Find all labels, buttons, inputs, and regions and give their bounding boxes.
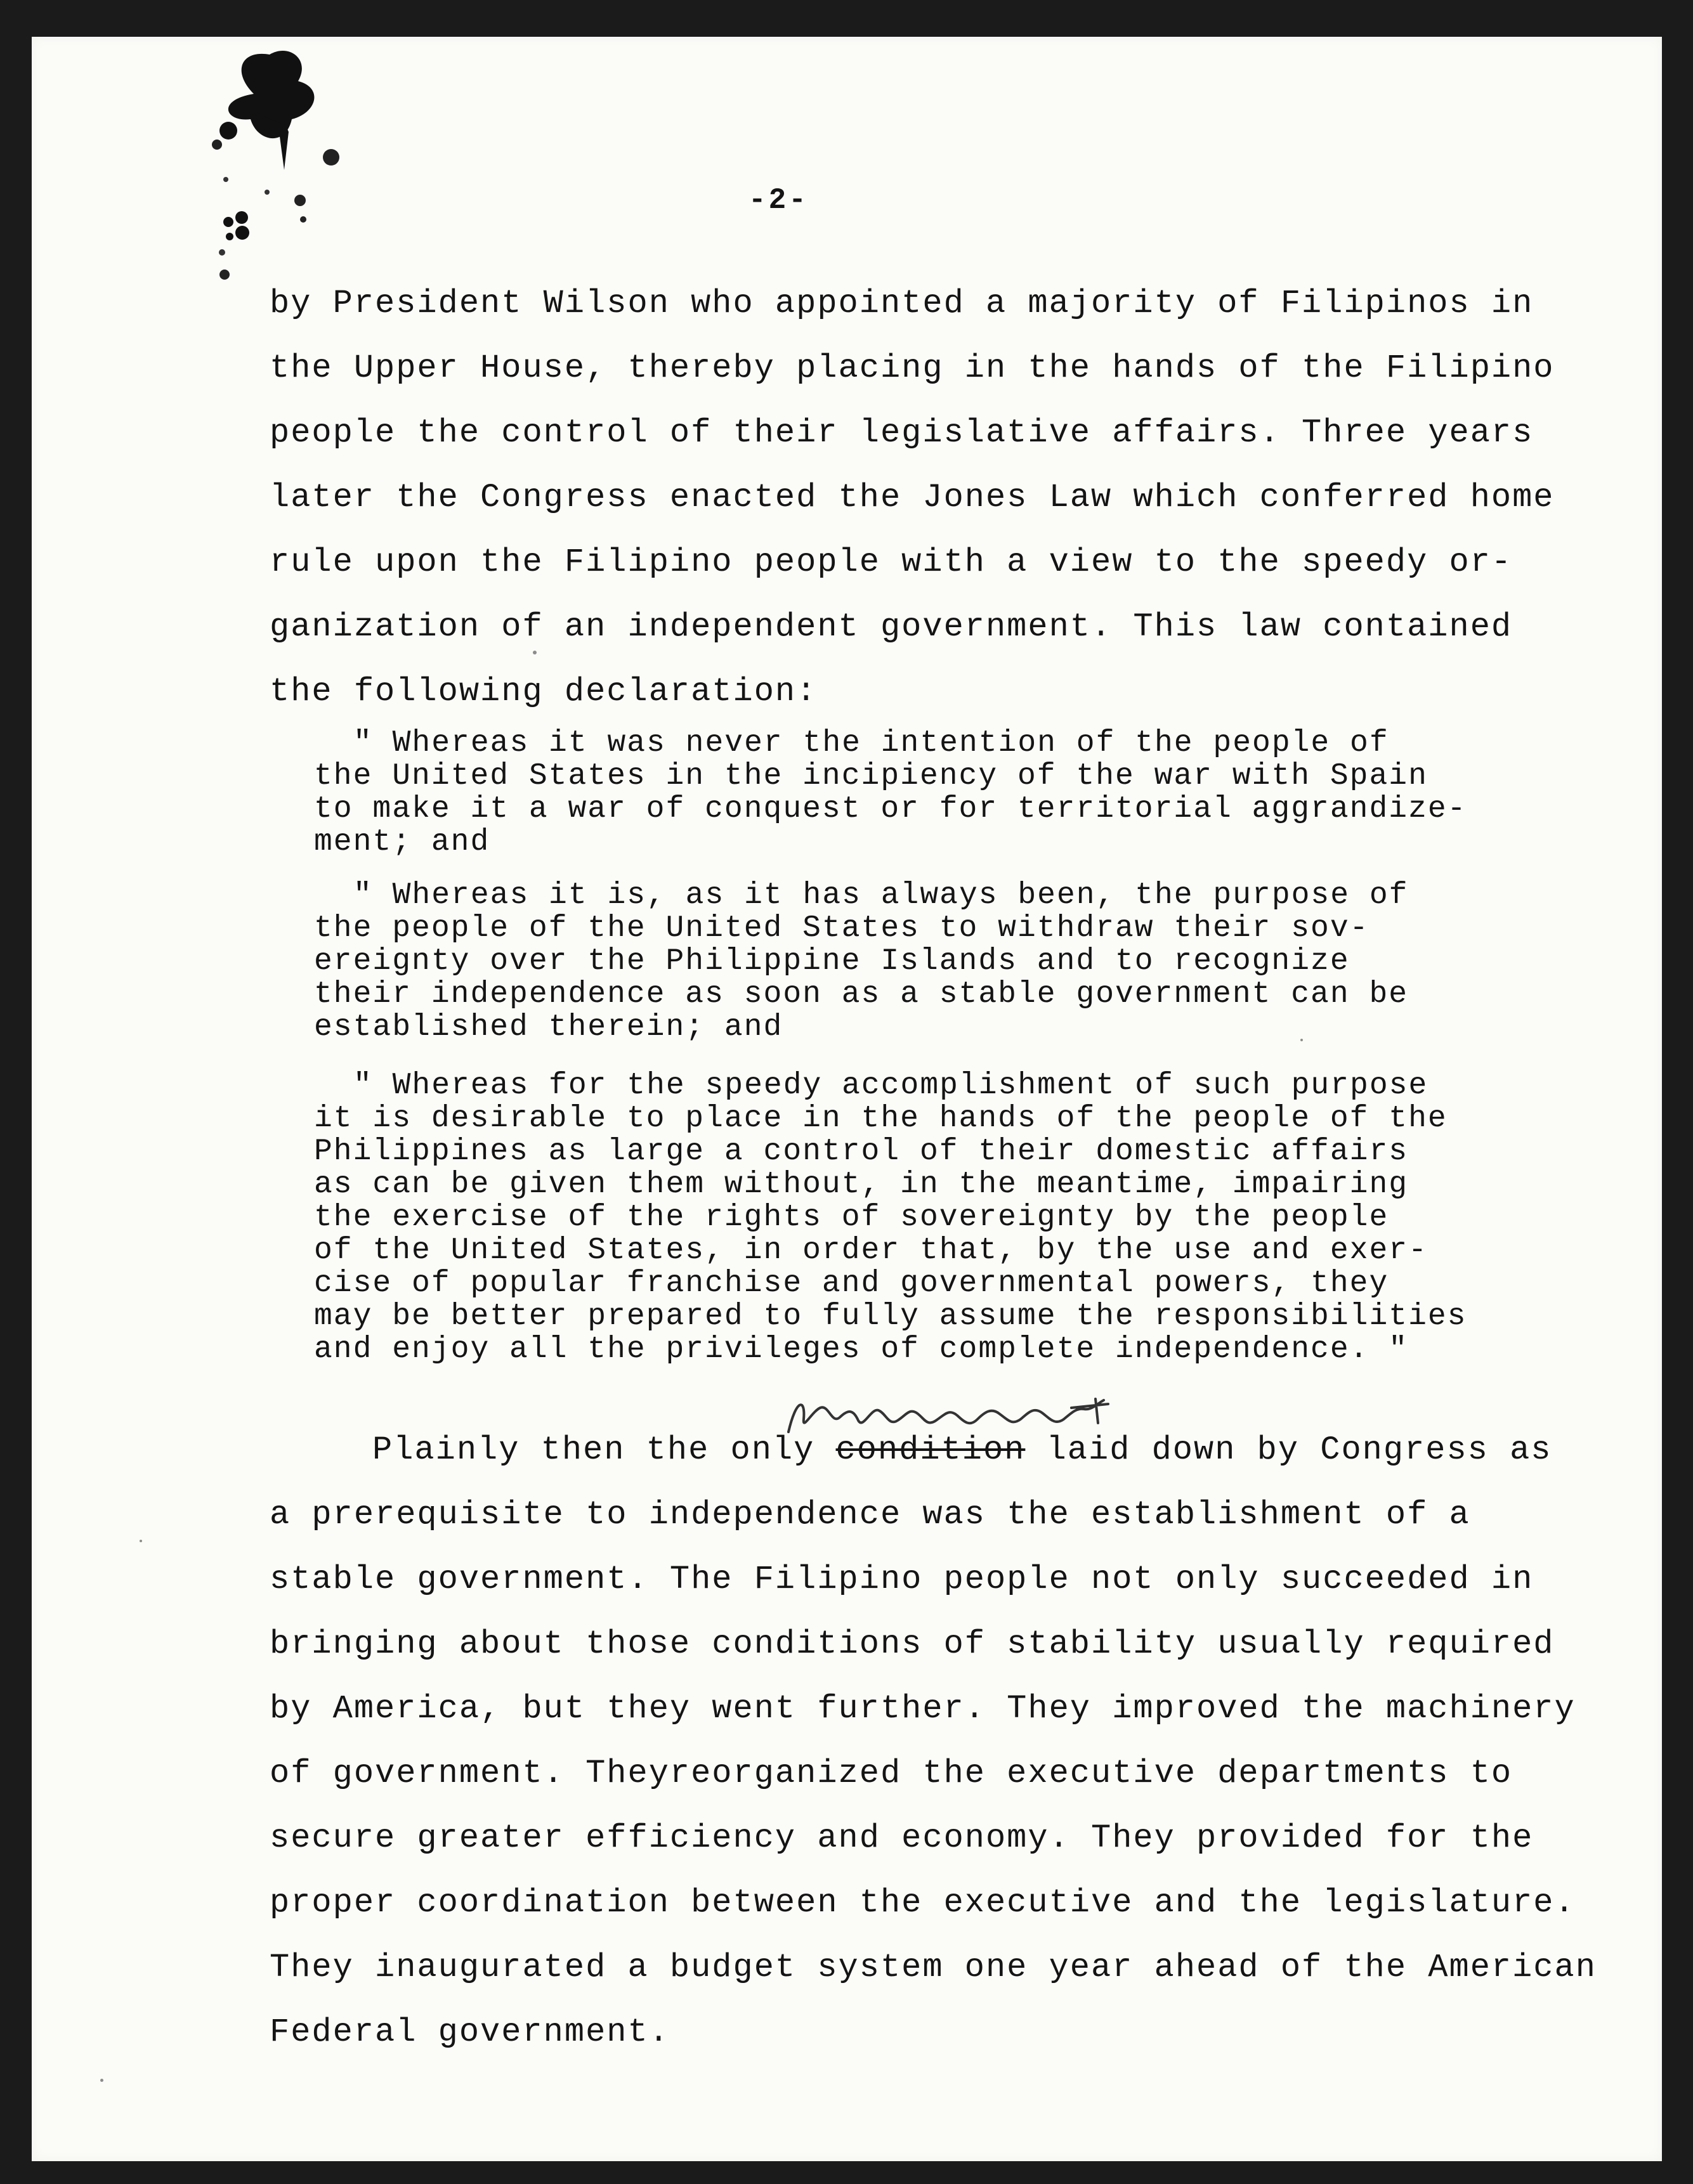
quoted-declaration-first-clause	[314, 727, 1519, 859]
scan-speck	[140, 1540, 142, 1542]
closing-paragraph-line: proper coordination between the executive and the legislature.	[270, 1884, 1576, 1921]
quote-line: " Whereas it is, as it has always been, the purpose of	[353, 878, 1409, 913]
opening-paragraph-line: by President Wilson who appointed a majority of Filipinos in	[270, 285, 1534, 322]
quote-line: Philippines as large a control of their domestic affairs	[314, 1134, 1409, 1169]
closing-paragraph-line: by America, but they went further. They improved the machinery	[270, 1690, 1576, 1727]
closing-paragraph-first-line	[270, 1418, 1552, 1483]
quoted-declaration-second-clause	[314, 879, 1519, 1044]
ink-blot-stain	[178, 43, 355, 297]
opening-paragraph-line: the following declaration:	[270, 673, 818, 710]
closing-paragraph-line: bringing about those conditions of stability usually required	[270, 1625, 1555, 1663]
scan-speck	[533, 651, 537, 654]
quote-line: the United States in the incipiency of the war with Spain	[314, 759, 1428, 793]
closing-paragraph-line: secure greater efficiency and economy. They provided for the	[270, 1819, 1534, 1857]
quote-line: the exercise of the rights of sovereignty by the people	[314, 1200, 1389, 1235]
opening-paragraph-line: the Upper House, thereby placing in the hands of the Filipino	[270, 349, 1555, 387]
quote-line: " Whereas it was never the intention of the people of	[353, 726, 1389, 760]
quote-line: " Whereas for the speedy accomplishment of such purpose	[353, 1069, 1428, 1103]
closing-paragraph-start: Plainly then the only	[372, 1431, 836, 1469]
closing-paragraph-line: of government. Theyreorganized the executive departments to	[270, 1755, 1513, 1792]
quote-line: to make it a war of conquest or for territorial aggrandize-	[314, 792, 1467, 826]
quote-line: ereignty over the Philippine Islands and to recognize	[314, 944, 1350, 978]
closing-paragraph-continuation: laid down by Congress as	[1025, 1431, 1552, 1469]
closing-paragraph-line: Federal government.	[270, 2013, 670, 2051]
opening-paragraph-line: rule upon the Filipino people with a view to the speedy or-	[270, 543, 1513, 581]
scan-speck	[1300, 1039, 1303, 1041]
closing-paragraph-line: They inaugurated a budget system one year ahead of the American	[270, 1949, 1597, 1986]
closing-paragraph	[270, 1418, 1597, 2065]
closing-paragraph-line: a prerequisite to independence was the establishment of a	[270, 1496, 1470, 1533]
quote-line: ment; and	[314, 825, 490, 859]
quote-line: established therein; and	[314, 1010, 783, 1044]
quote-line: may be better prepared to fully assume the responsibilities	[314, 1299, 1467, 1334]
quote-line: the people of the United States to withdraw their sov-	[314, 911, 1369, 946]
quote-line: it is desirable to place in the hands of the people of the	[314, 1102, 1448, 1136]
opening-paragraph-line: later the Congress enacted the Jones Law which conferred home	[270, 479, 1555, 516]
quote-line: cise of popular franchise and governmental powers, they	[314, 1266, 1389, 1301]
quoted-declaration-third-clause	[314, 1069, 1519, 1366]
scan-speck	[100, 2079, 103, 2082]
closing-paragraph-line: stable government. The Filipino people not only succeeded in	[270, 1561, 1534, 1598]
quote-line: and enjoy all the privileges of complete independence. "	[314, 1332, 1409, 1367]
quote-line: their independence as soon as a stable government can be	[314, 977, 1409, 1011]
quote-line: as can be given them without, in the meantime, impairing	[314, 1167, 1409, 1202]
quote-line: of the United States, in order that, by the use and exer-	[314, 1233, 1428, 1268]
page-number: -2-	[748, 184, 809, 217]
opening-paragraph	[270, 271, 1555, 724]
opening-paragraph-line: ganization of an independent government. This law contained	[270, 608, 1513, 646]
document-page	[32, 37, 1662, 2161]
opening-paragraph-line: people the control of their legislative affairs. Three years	[270, 414, 1534, 452]
struck-word: condition	[835, 1431, 1026, 1469]
